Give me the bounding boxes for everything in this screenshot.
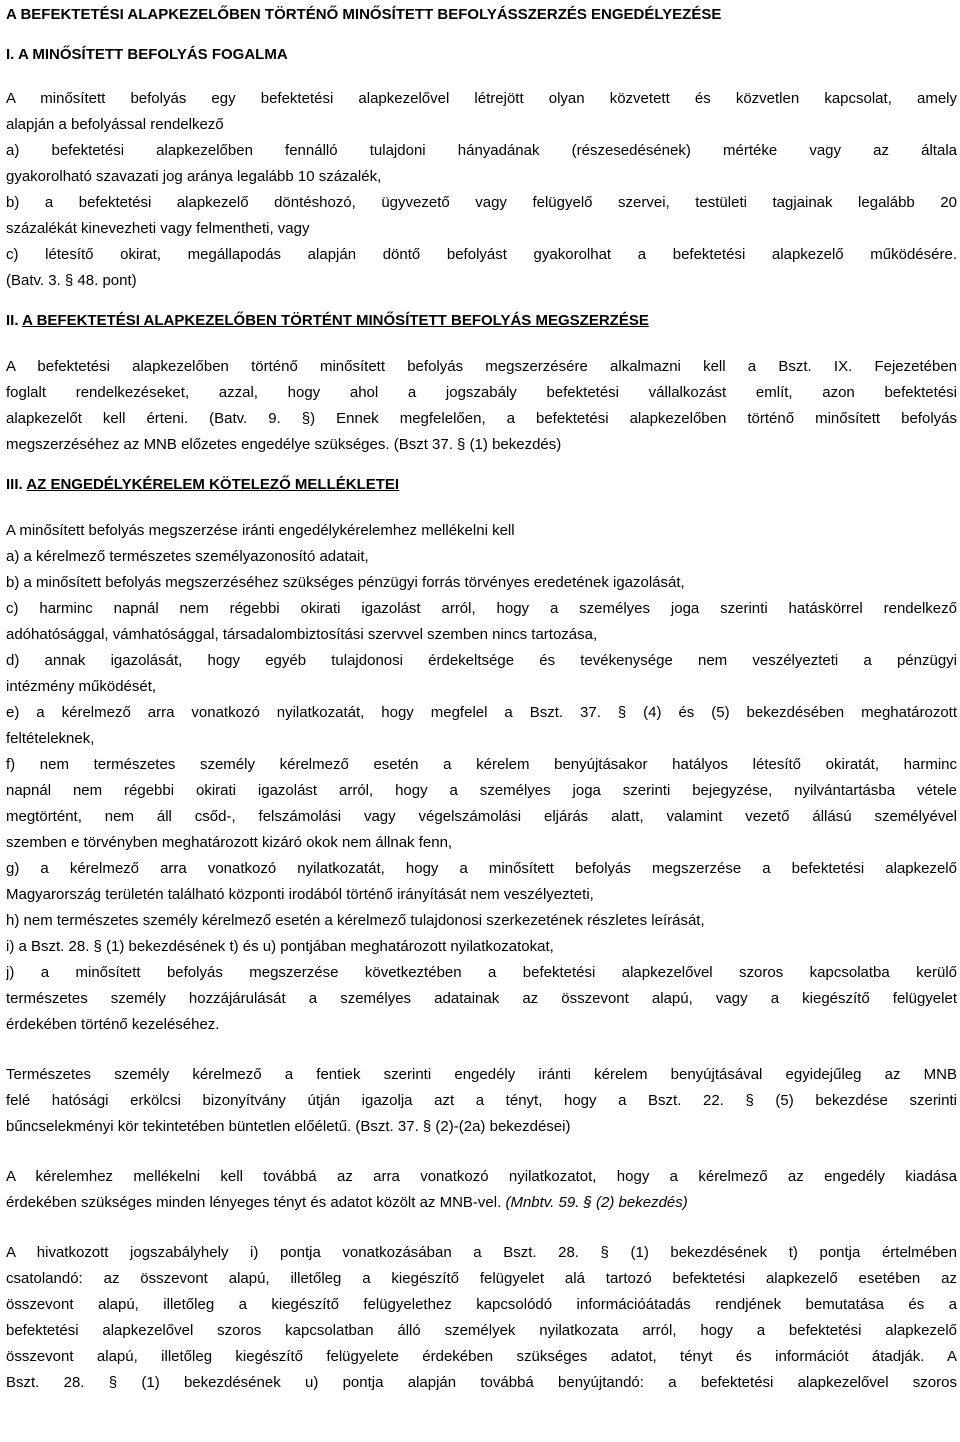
section-1-line: százalékát kinevezheti vagy felmentheti, vagy: [6, 220, 310, 237]
section-3-line: érdekében történő kezeléséhez.: [6, 1016, 220, 1033]
paragraph-1-line: bűncselekményi kör tekintetében büntetlen előéletű. (Bszt. 37. § (2)-(2a) bekezdései): [6, 1118, 571, 1135]
section-3-line: h) nem természetes személy kérelmező esetén a kérelmező tulajdonosi szerkezetének részletes leírását,: [6, 912, 705, 929]
paragraph-3-line: összevont alapú, illetőleg a kiegészítő felügyelethez kapcsolódó információátadás rendjének bemutatása és a: [6, 1296, 957, 1313]
section-1-line: a) befektetési alapkezelőben fennálló tulajdoni hányadának (részesedésének) mértéke vagy az általa: [6, 142, 957, 159]
section-3-line: megtörtént, nem áll csőd-, felszámolási vagy végelszámolási eljárás alatt, valamint vezető állású személyével: [6, 808, 957, 825]
section-3-line: j) a minősített befolyás megszerzése következtében a befektetési alapkezelővel szoros kapcsolatba kerülő: [6, 964, 957, 981]
document-title: A BEFEKTETÉSI ALAPKEZELŐBEN TÖRTÉNŐ MINŐSÍTETT BEFOLYÁSSZERZÉS ENGEDÉLYEZÉSE: [6, 6, 722, 23]
section-1-line: c) létesítő okirat, megállapodás alapján döntő befolyást gyakorolhat a befektetési alapkezelő működésére.: [6, 246, 957, 263]
section-3-line: Magyarország területén található központi irodából történő irányítását nem veszélyezteti,: [6, 886, 594, 903]
section-3-line: intézmény működését,: [6, 678, 157, 695]
legal-reference: (Mnbtv. 59. § (2) bekezdés): [505, 1194, 688, 1211]
section-3-line: napnál nem régebbi okirati igazolást arról, hogy a személyes joga szerinti bejegyzése, nyilvántartásba vétele: [6, 782, 957, 799]
paragraph-1-line: felé hatósági erkölcsi bizonyítvány útján igazolja azt a tényt, hogy a Bszt. 22. § (5) bekezdése szerinti: [6, 1092, 957, 1109]
section-2-heading: [6, 308, 960, 334]
section-3-line: adóhatósággal, vámhatósággal, társadalombiztosítási szervvel szemben nincs tartozása,: [6, 626, 598, 643]
section-3-line: d) annak igazolását, hogy egyéb tulajdonosi érdekeltsége és tevékenysége nem veszélyezteti a pénzügyi: [6, 652, 957, 669]
section-1-line: gyakorolható szavazati jog aránya legalább 10 százalék,: [6, 168, 382, 185]
section-3-line: i) a Bszt. 28. § (1) bekezdésének t) és u) pontjában meghatározott nyilatkozatokat,: [6, 938, 554, 955]
paragraph-3-line: csatolandó: az összevont alapú, illetőleg a kiegészítő felügyelet alá tartozó befektetési alapkezelő esetében az: [6, 1270, 957, 1287]
section-1-line: b) a befektetési alapkezelő döntéshozó, ügyvezető vagy felügyelő szervei, testületi tagjainak legalább 20: [6, 194, 957, 211]
section-2-line: A befektetési alapkezelőben történő minősített befolyás megszerzésére alkalmazni kell a Bszt. IX. Fejezetében: [6, 358, 957, 375]
section-3-line: szemben e törvényben meghatározott kizáró okok nem állnak fenn,: [6, 834, 453, 851]
section-3-line: természetes személy hozzájárulását a személyes adatainak az összevont alapú, vagy a kiegészítő felügyelet: [6, 990, 957, 1007]
section-3-line: a) a kérelmező természetes személyazonosító adatait,: [6, 548, 369, 565]
paragraph-3-line: összevont alapú, illetőleg kiegészítő felügyelete érdekében szükséges adatot, tényt és információt átadják. A: [6, 1348, 957, 1365]
section-1-line: (Batv. 3. § 48. pont): [6, 272, 137, 289]
section-3-heading-number: III.: [6, 476, 27, 493]
section-3-heading: [6, 472, 960, 498]
section-3-line: f) nem természetes személy kérelmező esetén a kérelem benyújtásakor hatályos létesítő okiratát, harminc: [6, 756, 957, 773]
section-3-heading-text: AZ ENGEDÉLYKÉRELEM KÖTELEZŐ MELLÉKLETEI: [26, 476, 400, 493]
paragraph-2-line: A kérelemhez mellékelni kell továbbá az arra vonatkozó nyilatkozatot, hogy a kérelmező az engedély kiadása: [6, 1168, 957, 1185]
section-3-line: b) a minősített befolyás megszerzéséhez szükséges pénzügyi forrás törvényes eredetének igazolását,: [6, 574, 685, 591]
section-1-line: A minősített befolyás egy befektetési alapkezelővel létrejött olyan közvetett és közvetlen kapcsolat, amely: [6, 90, 957, 107]
paragraph-2-text: érdekében szükséges minden lényeges tényt és adatot közölt az MNB-vel.: [6, 1194, 506, 1211]
section-2-heading-text: A BEFEKTETÉSI ALAPKEZELŐBEN TÖRTÉNT MINŐSÍTETT BEFOLYÁS MEGSZERZÉSE: [22, 312, 649, 329]
section-2-heading-number: II.: [6, 312, 23, 329]
section-3-line: feltételeknek,: [6, 730, 95, 747]
paragraph-1-line: Természetes személy kérelmező a fentiek szerinti engedély iránti kérelem benyújtásával egyidejűleg az MNB: [6, 1066, 957, 1083]
section-3-line: g) a kérelmező arra vonatkozó nyilatkozatát, hogy a minősített befolyás megszerzése a befektetési alapkezelő: [6, 860, 957, 877]
section-2-line: alapkezelőt kell érteni. (Batv. 9. §) Ennek megfelelően, a befektetési alapkezelőben történő minősített befolyás: [6, 410, 957, 427]
section-1-heading: I. A MINŐSÍTETT BEFOLYÁS FOGALMA: [6, 46, 288, 63]
section-2-line: megszerzéséhez az MNB előzetes engedélye szükséges. (Bszt 37. § (1) bekezdés): [6, 436, 562, 453]
section-3-line: c) harminc napnál nem régebbi okirati igazolást arról, hogy a személyes joga szerinti hatáskörrel rendelkező: [6, 600, 957, 617]
paragraph-2-line: [6, 1190, 960, 1216]
section-3-line: e) a kérelmező arra vonatkozó nyilatkozatát, hogy megfelel a Bszt. 37. § (4) és (5) bekezdésében meghatározott: [6, 704, 957, 721]
section-1-line: alapján a befolyással rendelkező: [6, 116, 224, 133]
section-2-line: foglalt rendelkezéseket, azzal, hogy ahol a jogszabály befektetési vállalkozást említ, azon befektetési: [6, 384, 957, 401]
paragraph-3-line: Bszt. 28. § (1) bekezdésének u) pontja alapján továbbá benyújtandó: a befektetési alapkezelővel szoros: [6, 1374, 957, 1391]
paragraph-3-line: befektetési alapkezelővel szoros kapcsolatban álló személyek nyilatkozata arról, hogy a befektetési alapkezelő: [6, 1322, 957, 1339]
section-3-line: A minősített befolyás megszerzése iránti engedélykérelemhez mellékelni kell: [6, 522, 515, 539]
paragraph-3-line: A hivatkozott jogszabályhely i) pontja vonatkozásában a Bszt. 28. § (1) bekezdésének t) pontja értelmében: [6, 1244, 957, 1261]
